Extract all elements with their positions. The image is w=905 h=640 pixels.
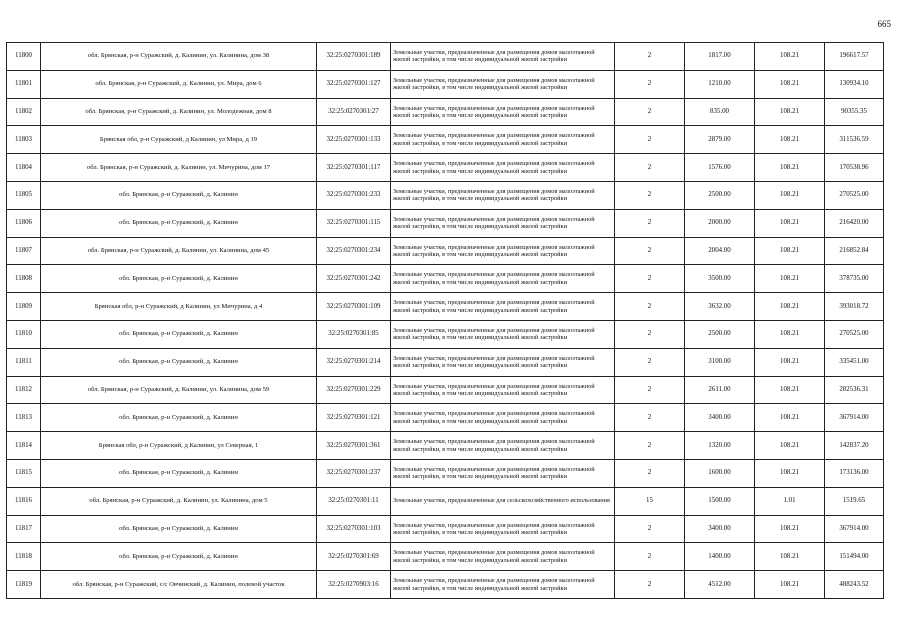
address-cell: обл. Брянская, р-н Суражский, д. Калинин (41, 348, 317, 376)
land-use-cell: Земельные участки, предназначенные для размещения домов малоэтажной жилой застройки, в том числе индивидуальной жилой застройки (391, 376, 615, 404)
table-row (7, 209, 884, 237)
row-id-cell: 11807 (7, 237, 41, 265)
cadastral-number-cell: 32:25:0270301:115 (317, 209, 391, 237)
cadastral-value-cell: 488243.52 (825, 571, 884, 599)
rate-cell: 108.21 (755, 348, 825, 376)
cadastral-number-cell: 32:25:0270301:117 (317, 154, 391, 182)
group-cell: 2 (615, 459, 685, 487)
cadastral-number-cell: 32:25:0270301:229 (317, 376, 391, 404)
area-cell: 1600.00 (685, 459, 755, 487)
table-row (7, 265, 884, 293)
table-row (7, 154, 884, 182)
area-cell: 2611.00 (685, 376, 755, 404)
area-cell: 2500.00 (685, 320, 755, 348)
address-cell: обл. Брянская, р-н Суражский, д. Калинин (41, 265, 317, 293)
cadastral-value-cell: 90355.35 (825, 98, 884, 126)
land-use-cell: Земельные участки, предназначенные для размещения домов малоэтажной жилой застройки, в том числе индивидуальной жилой застройки (391, 70, 615, 98)
cadastral-value-cell: 393018.72 (825, 293, 884, 321)
rate-cell: 108.21 (755, 543, 825, 571)
land-use-cell: Земельные участки, предназначенные для размещения домов малоэтажной жилой застройки, в том числе индивидуальной жилой застройки (391, 459, 615, 487)
area-cell: 3400.00 (685, 404, 755, 432)
group-cell: 2 (615, 376, 685, 404)
rate-cell: 108.21 (755, 237, 825, 265)
group-cell: 2 (615, 293, 685, 321)
group-cell: 2 (615, 237, 685, 265)
address-cell: Брянская обл, р-н Суражский, д Калинин, ул Мира, д 19 (41, 126, 317, 154)
area-cell: 2004.00 (685, 237, 755, 265)
rate-cell: 108.21 (755, 432, 825, 460)
area-cell: 1400.00 (685, 543, 755, 571)
row-id-cell: 11815 (7, 459, 41, 487)
group-cell: 2 (615, 543, 685, 571)
table-row (7, 348, 884, 376)
table-row (7, 70, 884, 98)
land-use-cell: Земельные участки, предназначенные для размещения домов малоэтажной жилой застройки, в том числе индивидуальной жилой застройки (391, 237, 615, 265)
address-cell: обл. Брянская, р-н Суражский, д. Калинин, ул. Калинина, дом 5 (41, 487, 317, 515)
address-cell: обл. Брянская, р-н Суражский, д. Калинин (41, 459, 317, 487)
address-cell: обл. Брянская, р-н Суражский, д. Калинин, ул. Мира, дом 6 (41, 70, 317, 98)
table-row (7, 487, 884, 515)
area-cell: 2879.00 (685, 126, 755, 154)
table-row (7, 98, 884, 126)
group-cell: 2 (615, 126, 685, 154)
area-cell: 835.00 (685, 98, 755, 126)
group-cell: 2 (615, 265, 685, 293)
address-cell: обл. Брянская, р-н Суражский, д. Калинин (41, 320, 317, 348)
rate-cell: 108.21 (755, 293, 825, 321)
area-cell: 2000.00 (685, 209, 755, 237)
rate-cell: 108.21 (755, 265, 825, 293)
group-cell: 2 (615, 404, 685, 432)
land-use-cell: Земельные участки, предназначенные для размещения домов малоэтажной жилой застройки, в том числе индивидуальной жилой застройки (391, 571, 615, 599)
land-use-cell: Земельные участки, предназначенные для размещения домов малоэтажной жилой застройки, в том числе индивидуальной жилой застройки (391, 348, 615, 376)
group-cell: 2 (615, 98, 685, 126)
address-cell: обл. Брянская, р-н Суражский, д. Калинин, ул. Калинина, дом 45 (41, 237, 317, 265)
row-id-cell: 11814 (7, 432, 41, 460)
cadastral-number-cell: 32:25:0270903:16 (317, 571, 391, 599)
row-id-cell: 11806 (7, 209, 41, 237)
row-id-cell: 11813 (7, 404, 41, 432)
cadastral-number-cell: 32:25:0270301:85 (317, 320, 391, 348)
group-cell: 2 (615, 209, 685, 237)
land-use-cell: Земельные участки, предназначенные для размещения домов малоэтажной жилой застройки, в том числе индивидуальной жилой застройки (391, 209, 615, 237)
cadastral-value-cell: 378735.00 (825, 265, 884, 293)
group-cell: 2 (615, 70, 685, 98)
cadastral-value-cell: 142837.20 (825, 432, 884, 460)
cadastral-number-cell: 32:25:0270301:234 (317, 237, 391, 265)
row-id-cell: 11816 (7, 487, 41, 515)
cadastral-value-cell: 130934.10 (825, 70, 884, 98)
address-cell: обл. Брянская, р-н Суражский, д. Калинин (41, 404, 317, 432)
rate-cell: 1.01 (755, 487, 825, 515)
page-number: 665 (877, 19, 891, 29)
cadastral-value-cell: 1519.65 (825, 487, 884, 515)
cadastral-number-cell: 32:25:0270301:109 (317, 293, 391, 321)
land-use-cell: Земельные участки, предназначенные для размещения домов малоэтажной жилой застройки, в том числе индивидуальной жилой застройки (391, 126, 615, 154)
land-use-cell: Земельные участки, предназначенные для размещения домов малоэтажной жилой застройки, в том числе индивидуальной жилой застройки (391, 515, 615, 543)
row-id-cell: 11811 (7, 348, 41, 376)
rate-cell: 108.21 (755, 98, 825, 126)
cadastral-number-cell: 32:25:0270301:214 (317, 348, 391, 376)
cadastral-value-cell: 216852.84 (825, 237, 884, 265)
cadastral-number-cell: 32:25:0270301:189 (317, 43, 391, 71)
row-id-cell: 11805 (7, 181, 41, 209)
cadastral-number-cell: 32:25:0270301:11 (317, 487, 391, 515)
group-cell: 2 (615, 348, 685, 376)
group-cell: 2 (615, 320, 685, 348)
area-cell: 1576.00 (685, 154, 755, 182)
table-row (7, 543, 884, 571)
area-cell: 4512.00 (685, 571, 755, 599)
cadastral-number-cell: 32:25:0270301:27 (317, 98, 391, 126)
cadastral-value-cell: 196617.57 (825, 43, 884, 71)
area-cell: 1500.00 (685, 487, 755, 515)
area-cell: 1320.00 (685, 432, 755, 460)
land-use-cell: Земельные участки, предназначенные для сельскохозяйственного использования (391, 487, 615, 515)
land-use-cell: Земельные участки, предназначенные для размещения домов малоэтажной жилой застройки, в том числе индивидуальной жилой застройки (391, 320, 615, 348)
address-cell: обл. Брянская, р-н Суражский, д. Калинин (41, 209, 317, 237)
address-cell: Брянская обл, р-н Суражский, д Калинин, ул Мичурина, д 4 (41, 293, 317, 321)
group-cell: 2 (615, 154, 685, 182)
table-row (7, 571, 884, 599)
row-id-cell: 11802 (7, 98, 41, 126)
rate-cell: 108.21 (755, 70, 825, 98)
cadastral-number-cell: 32:25:0270301:242 (317, 265, 391, 293)
rate-cell: 108.21 (755, 209, 825, 237)
land-use-cell: Земельные участки, предназначенные для размещения домов малоэтажной жилой застройки, в том числе индивидуальной жилой застройки (391, 265, 615, 293)
cadastral-number-cell: 32:25:0270301:233 (317, 181, 391, 209)
row-id-cell: 11817 (7, 515, 41, 543)
cadastral-number-cell: 32:25:0270301:133 (317, 126, 391, 154)
row-id-cell: 11810 (7, 320, 41, 348)
cadastral-number-cell: 32:25:0270301:127 (317, 70, 391, 98)
row-id-cell: 11818 (7, 543, 41, 571)
rate-cell: 108.21 (755, 126, 825, 154)
rate-cell: 108.21 (755, 459, 825, 487)
table-row (7, 181, 884, 209)
row-id-cell: 11801 (7, 70, 41, 98)
area-cell: 1210.00 (685, 70, 755, 98)
address-cell: обл. Брянская, р-н Суражский, д. Калинин, ул. Калинина, дом 38 (41, 43, 317, 71)
land-use-cell: Земельные участки, предназначенные для размещения домов малоэтажной жилой застройки, в том числе индивидуальной жилой застройки (391, 154, 615, 182)
cadastral-value-cell: 282536.31 (825, 376, 884, 404)
row-id-cell: 11808 (7, 265, 41, 293)
address-cell: обл. Брянская, р-н Суражский, д. Калинин, ул. Калинина, дом 59 (41, 376, 317, 404)
group-cell: 2 (615, 181, 685, 209)
table-row (7, 43, 884, 71)
group-cell: 2 (615, 571, 685, 599)
cadastral-value-cell: 311536.59 (825, 126, 884, 154)
table-row (7, 432, 884, 460)
cadastral-value-table (6, 42, 884, 599)
row-id-cell: 11803 (7, 126, 41, 154)
area-cell: 3100.00 (685, 348, 755, 376)
cadastral-number-cell: 32:25:0270301:237 (317, 459, 391, 487)
table-row (7, 320, 884, 348)
table-row (7, 404, 884, 432)
rate-cell: 108.21 (755, 43, 825, 71)
table-row (7, 293, 884, 321)
address-cell: обл. Брянская, р-н Суражский, д. Калинин, ул. Молодежная, дом 8 (41, 98, 317, 126)
rate-cell: 108.21 (755, 404, 825, 432)
table-row (7, 376, 884, 404)
rate-cell: 108.21 (755, 154, 825, 182)
rate-cell: 108.21 (755, 515, 825, 543)
land-use-cell: Земельные участки, предназначенные для размещения домов малоэтажной жилой застройки, в том числе индивидуальной жилой застройки (391, 98, 615, 126)
group-cell: 2 (615, 43, 685, 71)
cadastral-value-cell: 170538.96 (825, 154, 884, 182)
group-cell: 2 (615, 515, 685, 543)
group-cell: 2 (615, 432, 685, 460)
area-cell: 3400.00 (685, 515, 755, 543)
table-row (7, 237, 884, 265)
cadastral-value-cell: 335451.00 (825, 348, 884, 376)
area-cell: 2500.00 (685, 181, 755, 209)
cadastral-number-cell: 32:25:0270301:69 (317, 543, 391, 571)
address-cell: обл. Брянская, р-н Суражский, д. Калинин (41, 543, 317, 571)
area-cell: 3500.00 (685, 265, 755, 293)
land-use-cell: Земельные участки, предназначенные для размещения домов малоэтажной жилой застройки, в том числе индивидуальной жилой застройки (391, 543, 615, 571)
cadastral-value-cell: 367914.00 (825, 404, 884, 432)
row-id-cell: 11809 (7, 293, 41, 321)
row-id-cell: 11804 (7, 154, 41, 182)
rate-cell: 108.21 (755, 571, 825, 599)
address-cell: Брянская обл, р-н Суражский, д Калинин, ул Северная, 1 (41, 432, 317, 460)
land-use-cell: Земельные участки, предназначенные для размещения домов малоэтажной жилой застройки, в том числе индивидуальной жилой застройки (391, 43, 615, 71)
area-cell: 1817.00 (685, 43, 755, 71)
group-cell: 15 (615, 487, 685, 515)
address-cell: обл. Брянская, р-н Суражский, д. Калинин (41, 515, 317, 543)
cadastral-value-cell: 270525.00 (825, 320, 884, 348)
cadastral-number-cell: 32:25:0270301:121 (317, 404, 391, 432)
address-cell: обл. Брянская, р-н Суражский, д. Калинин, ул. Мичурина, дом 17 (41, 154, 317, 182)
area-cell: 3632.00 (685, 293, 755, 321)
cadastral-value-cell: 270525.00 (825, 181, 884, 209)
land-use-cell: Земельные участки, предназначенные для размещения домов малоэтажной жилой застройки, в том числе индивидуальной жилой застройки (391, 404, 615, 432)
cadastral-value-cell: 151494.00 (825, 543, 884, 571)
cadastral-number-cell: 32:25:0270301:103 (317, 515, 391, 543)
table-row (7, 126, 884, 154)
row-id-cell: 11800 (7, 43, 41, 71)
row-id-cell: 11819 (7, 571, 41, 599)
cadastral-number-cell: 32:25:0270301:361 (317, 432, 391, 460)
table-row (7, 459, 884, 487)
cadastral-value-cell: 173136.00 (825, 459, 884, 487)
rate-cell: 108.21 (755, 181, 825, 209)
address-cell: обл. Брянская, р-н Суражский, д. Калинин (41, 181, 317, 209)
land-use-cell: Земельные участки, предназначенные для размещения домов малоэтажной жилой застройки, в том числе индивидуальной жилой застройки (391, 181, 615, 209)
land-use-cell: Земельные участки, предназначенные для размещения домов малоэтажной жилой застройки, в том числе индивидуальной жилой застройки (391, 293, 615, 321)
table-row (7, 515, 884, 543)
row-id-cell: 11812 (7, 376, 41, 404)
address-cell: обл. Брянская, р-н Суражский, с/с Овчинский, д. Калинин, полевой участок (41, 571, 317, 599)
rate-cell: 108.21 (755, 320, 825, 348)
rate-cell: 108.21 (755, 376, 825, 404)
cadastral-value-cell: 367914.00 (825, 515, 884, 543)
land-use-cell: Земельные участки, предназначенные для размещения домов малоэтажной жилой застройки, в том числе индивидуальной жилой застройки (391, 432, 615, 460)
cadastral-value-cell: 216420.00 (825, 209, 884, 237)
